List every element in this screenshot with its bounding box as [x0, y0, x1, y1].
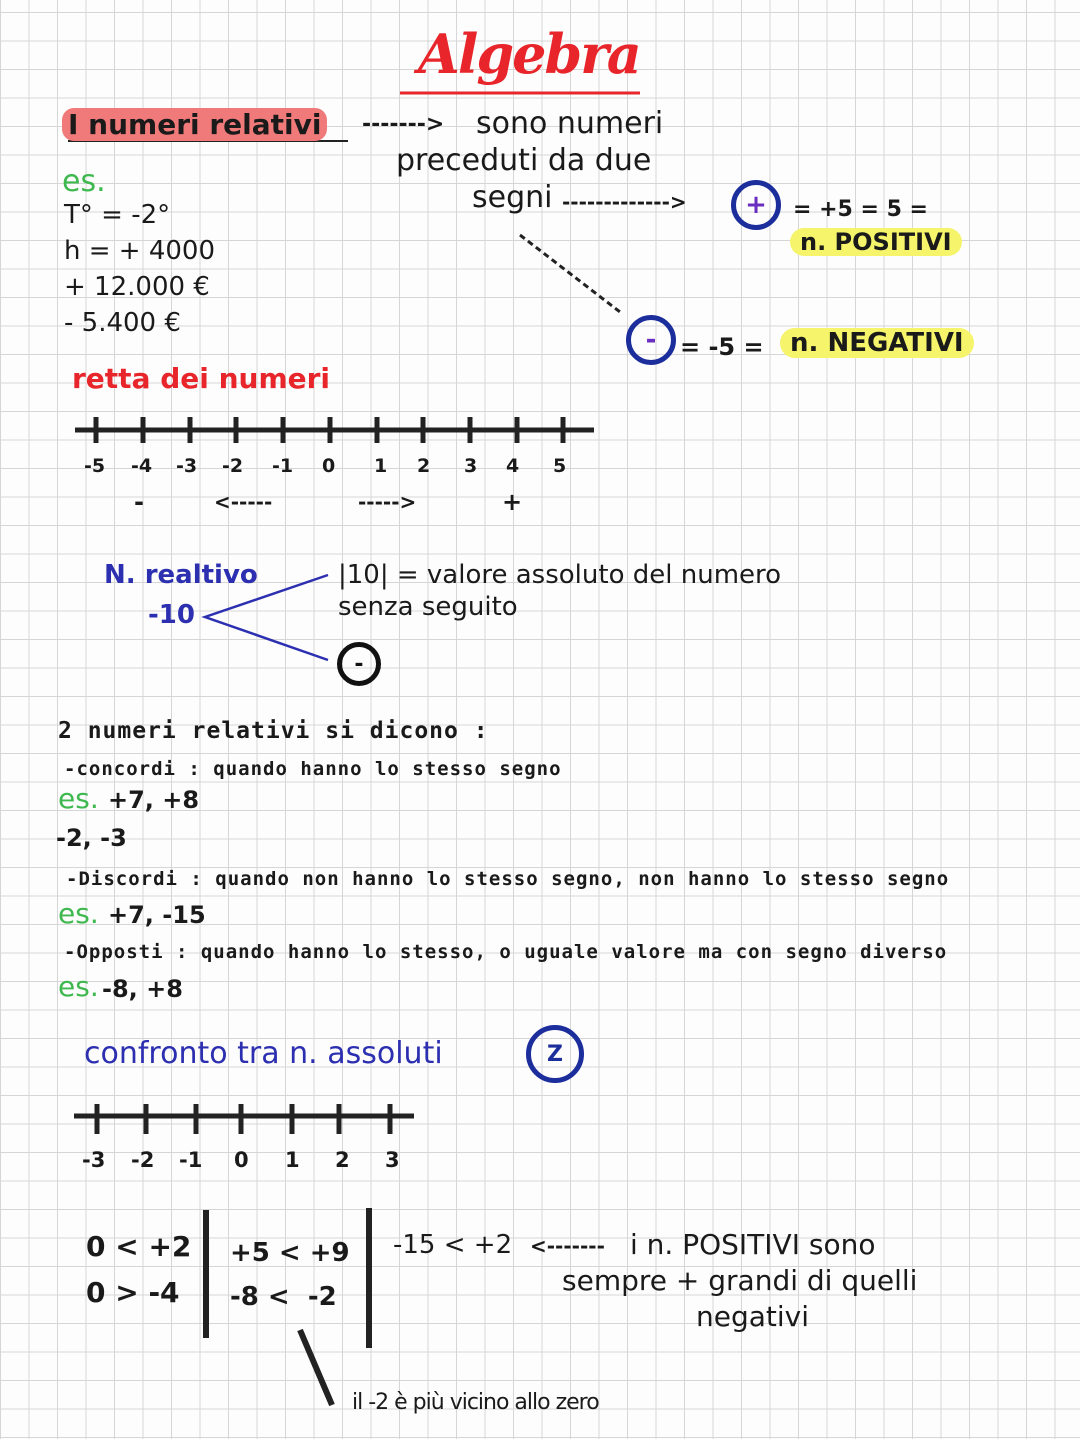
positive-label: n. POSITIVI: [790, 228, 962, 256]
tick-label: -3: [176, 455, 198, 477]
definition-line: sono numeri: [476, 106, 664, 141]
note-line: i n. POSITIVI sono: [630, 1228, 876, 1261]
tick-label: 3: [385, 1148, 400, 1172]
definition-concordi: -concordi : quando hanno lo stesso segno: [64, 758, 562, 780]
examples-label: es.: [58, 782, 99, 815]
example: -8, +8: [102, 975, 183, 1003]
tick-label: 1: [285, 1148, 300, 1172]
definition-line: preceduti da due: [396, 143, 652, 178]
tick-label: 5: [553, 455, 567, 477]
minus-sign-icon: -: [626, 315, 676, 365]
minus-sign-icon: -: [337, 642, 381, 686]
tick-label: -5: [84, 455, 106, 477]
plus-equation: = +5 = 5 =: [793, 197, 928, 222]
tick-label: -2: [131, 1148, 155, 1172]
integer-set-icon: Z: [526, 1025, 584, 1083]
examples-label: es.: [58, 897, 99, 930]
examples-label: es.: [58, 970, 99, 1003]
example: h = + 4000: [64, 236, 216, 266]
examples-label: es.: [62, 164, 106, 199]
tick-label: 1: [374, 455, 388, 477]
confronto-heading: confronto tra n. assoluti: [84, 1036, 443, 1071]
note-line: sempre + grandi di quelli: [562, 1264, 918, 1297]
definitions-intro: 2 numeri relativi si dicono :: [58, 718, 489, 744]
example: +7, -15: [108, 901, 206, 929]
tick-label: -4: [131, 455, 153, 477]
relative-value: -10: [148, 600, 195, 630]
tick-label: 2: [417, 455, 431, 477]
negative-label: n. NEGATIVI: [780, 328, 974, 358]
definition-discordi: -Discordi : quando non hanno lo stesso segno, non hanno lo stesso segno: [66, 868, 950, 890]
comparison: -8 < -2: [230, 1282, 337, 1312]
comparison: -15 < +2: [393, 1230, 513, 1260]
example: + 12.000 €: [64, 272, 210, 302]
right-arrow: ----->: [358, 490, 417, 514]
comparison: +5 < +9: [230, 1238, 350, 1268]
tick-label: 3: [464, 455, 478, 477]
tick-label: 2: [335, 1148, 350, 1172]
relative-label: N. realtivo: [104, 560, 258, 590]
comparison: 0 > -4: [86, 1276, 180, 1309]
tick-label: -2: [222, 455, 244, 477]
left-arrow: <-----: [214, 490, 273, 514]
absolute-value-text: |10| = valore assoluto del numero: [338, 560, 782, 590]
note-line: negativi: [696, 1300, 810, 1333]
tick-label: -1: [179, 1148, 203, 1172]
page-title: Algebra: [418, 22, 640, 86]
definition-opposti: -Opposti : quando hanno lo stesso, o uguale valore ma con segno diverso: [64, 941, 948, 963]
number-line-heading: retta dei numeri: [72, 362, 331, 395]
example: -2, -3: [56, 824, 127, 852]
plus-sign-icon: +: [731, 180, 781, 230]
example: - 5.400 €: [64, 308, 181, 338]
section-heading: I numeri relativi: [62, 108, 327, 141]
example: +7, +8: [108, 786, 200, 814]
number-line-1: [75, 417, 594, 443]
tick-label: -3: [82, 1148, 106, 1172]
absolute-value-text: senza seguito: [338, 592, 518, 622]
number-line-2: [74, 1104, 414, 1134]
plus-label: +: [502, 488, 523, 516]
definition-line: segni: [472, 180, 553, 215]
tick-label: 0: [322, 455, 336, 477]
arrow: ------->: [362, 112, 445, 137]
minus-equation: = -5 =: [680, 333, 764, 361]
tick-label: 0: [234, 1148, 249, 1172]
footnote: il -2 è più vicino allo zero: [352, 1390, 599, 1415]
minus-label: -: [134, 488, 144, 516]
example: T° = -2°: [64, 200, 171, 230]
arrow: <-------: [530, 1234, 605, 1258]
arrow: ------------->: [562, 190, 687, 214]
comparison: 0 < +2: [86, 1230, 192, 1263]
tick-label: 4: [506, 455, 520, 477]
tick-label: -1: [272, 455, 294, 477]
